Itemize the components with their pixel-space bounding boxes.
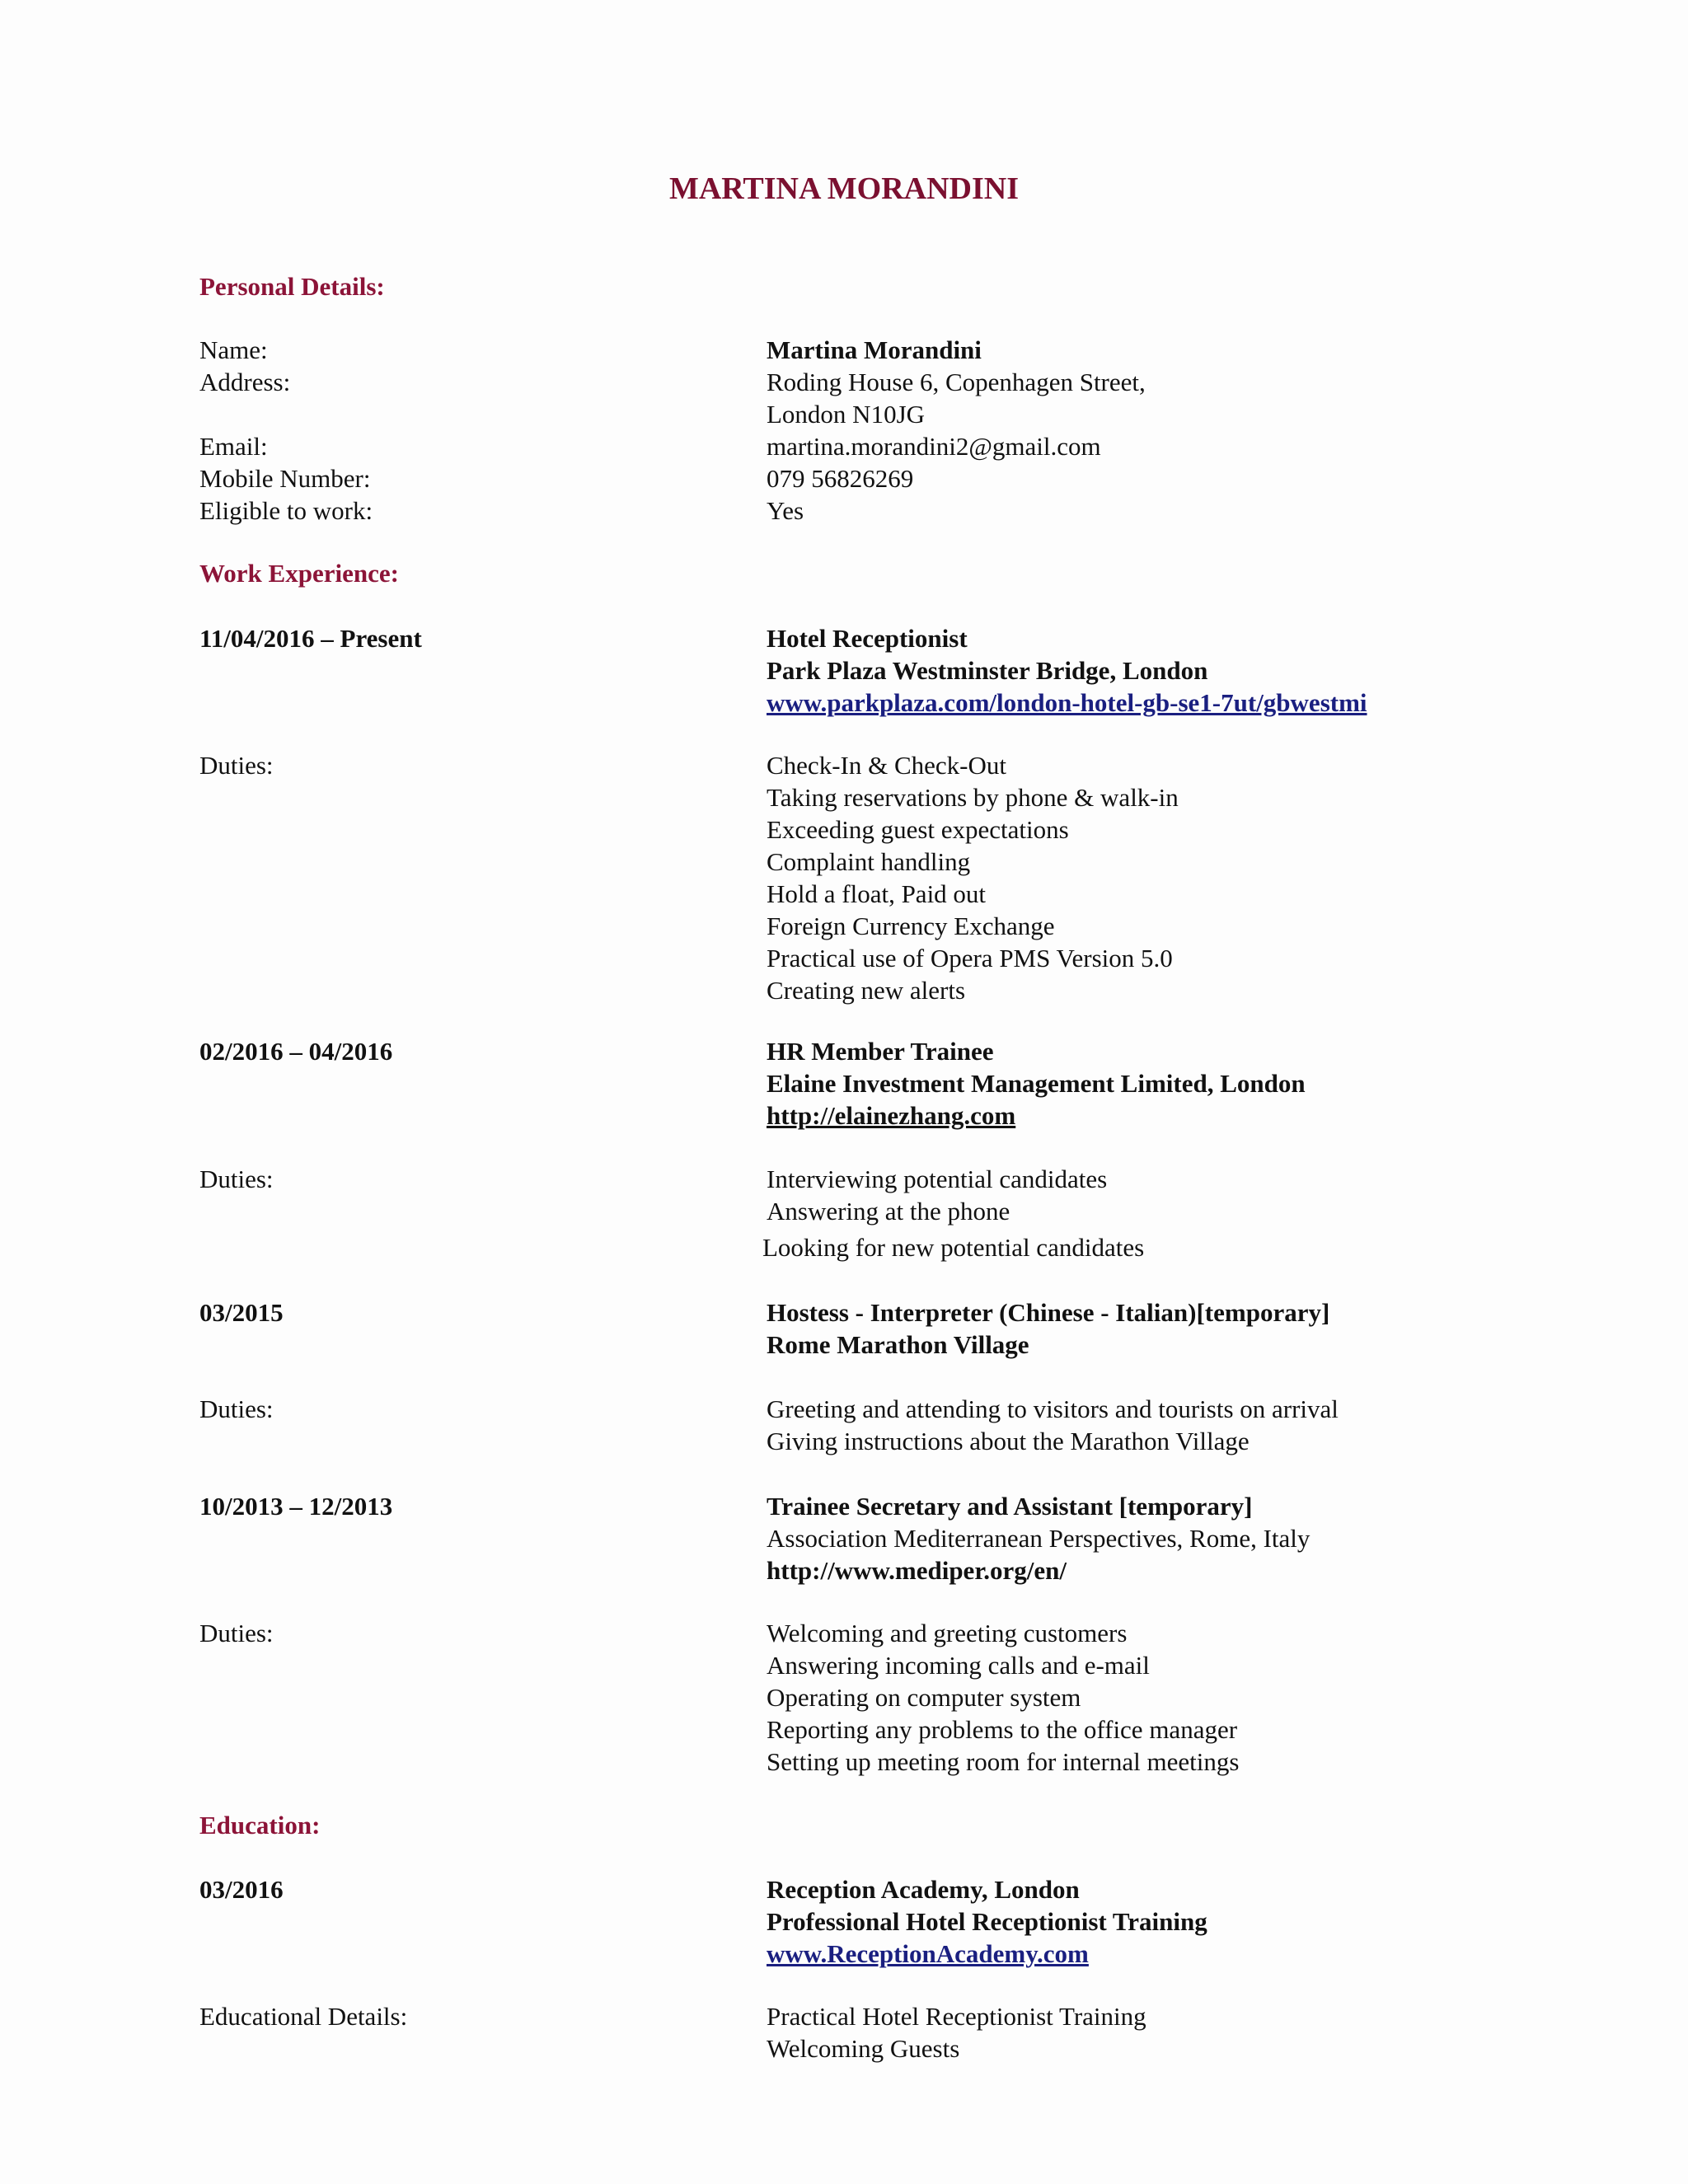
duty-item: Reporting any problems to the office manager: [767, 1715, 1238, 1744]
job-header: [767, 1035, 1657, 1132]
job-header: [767, 1296, 1657, 1361]
job-employer: Association Mediterranean Perspectives, Rome, Italy: [767, 1524, 1311, 1553]
education-url-link[interactable]: www.ReceptionAcademy.com: [767, 1939, 1089, 1968]
duty-item: Creating new alerts: [767, 976, 966, 1005]
job-dates: 02/2016 – 04/2016: [199, 1037, 393, 1066]
address-label: Address:: [199, 368, 291, 396]
name-label: Name:: [199, 335, 268, 364]
personal-details-heading: Personal Details:: [199, 272, 385, 301]
education-detail-item: Practical Hotel Receptionist Training: [767, 2002, 1146, 2031]
address-value: [767, 366, 1657, 430]
job-title: Trainee Secretary and Assistant [temporary]: [767, 1492, 1253, 1521]
duties-label: Duties:: [199, 1619, 274, 1647]
eligible-label: Eligible to work:: [199, 496, 373, 525]
job-url-link[interactable]: http://elainezhang.com: [767, 1101, 1016, 1130]
job-title: Hostess - Interpreter (Chinese - Italian)[temporary]: [767, 1298, 1330, 1327]
duties-list: [767, 1617, 1657, 1778]
duty-item: Check-In & Check-Out: [767, 751, 1006, 780]
duty-item: Giving instructions about the Marathon Village: [767, 1427, 1250, 1455]
duties-label: Duties:: [199, 1165, 274, 1193]
job-employer: Park Plaza Westminster Bridge, London: [767, 656, 1208, 685]
duties-label: Duties:: [199, 1394, 274, 1423]
duty-item: Setting up meeting room for internal meetings: [767, 1747, 1240, 1776]
education-header: [767, 1873, 1657, 1970]
eligible-value: Yes: [767, 496, 804, 525]
duties-label: Duties:: [199, 751, 274, 780]
job-employer: Elaine Investment Management Limited, London: [767, 1069, 1306, 1098]
duty-item: Taking reservations by phone & walk-in: [767, 783, 1179, 812]
duty-item: Interviewing potential candidates: [767, 1165, 1108, 1193]
duty-item: Complaint handling: [767, 847, 971, 876]
email-value[interactable]: martina.morandini2@gmail.com: [767, 432, 1101, 461]
education-detail-item: Welcoming Guests: [767, 2034, 960, 2063]
mobile-value: 079 56826269: [767, 464, 914, 493]
duties-list: [762, 1163, 1657, 1263]
job-employer: Rome Marathon Village: [767, 1330, 1029, 1359]
duty-item: Looking for new potential candidates: [762, 1233, 1145, 1262]
duty-item: Operating on computer system: [767, 1683, 1081, 1712]
job-dates: 10/2013 – 12/2013: [199, 1492, 393, 1521]
job-title: Hotel Receptionist: [767, 624, 968, 653]
resume-title: MARTINA MORANDINI: [668, 171, 1020, 206]
duty-item: Answering at the phone: [767, 1197, 1010, 1226]
duty-item: Welcoming and greeting customers: [767, 1619, 1128, 1647]
duty-item: Practical use of Opera PMS Version 5.0: [767, 944, 1173, 972]
duties-list: [767, 749, 1657, 1006]
job-dates: 03/2015: [199, 1298, 284, 1327]
duty-item: Answering incoming calls and e-mail: [767, 1651, 1150, 1680]
job-url-link[interactable]: http://www.mediper.org/en/: [767, 1556, 1067, 1585]
education-date: 03/2016: [199, 1875, 284, 1904]
job-header: [767, 622, 1657, 719]
job-header: [767, 1490, 1657, 1586]
duty-item: Hold a float, Paid out: [767, 879, 987, 908]
job-url-link[interactable]: www.parkplaza.com/london-hotel-gb-se1-7ut/gbwestmi: [767, 688, 1367, 717]
educational-details-label: Educational Details:: [199, 2002, 408, 2031]
educational-details-list: [767, 2000, 1657, 2064]
name-value: Martina Morandini: [767, 335, 982, 364]
duty-item: Exceeding guest expectations: [767, 815, 1069, 844]
education-heading: Education:: [199, 1811, 321, 1840]
job-title: HR Member Trainee: [767, 1037, 994, 1066]
job-dates: 11/04/2016 – Present: [199, 624, 422, 653]
address-line-1: Roding House 6, Copenhagen Street,: [767, 368, 1146, 396]
work-experience-heading: Work Experience:: [199, 559, 399, 588]
education-school: Reception Academy, London: [767, 1875, 1080, 1904]
mobile-label: Mobile Number:: [199, 464, 371, 493]
duties-list: [767, 1393, 1657, 1457]
email-label: Email:: [199, 432, 268, 461]
duty-item: Greeting and attending to visitors and tourists on arrival: [767, 1394, 1339, 1423]
address-line-2: London N10JG: [767, 400, 926, 429]
education-course: Professional Hotel Receptionist Training: [767, 1907, 1207, 1936]
duty-item: Foreign Currency Exchange: [767, 912, 1055, 940]
